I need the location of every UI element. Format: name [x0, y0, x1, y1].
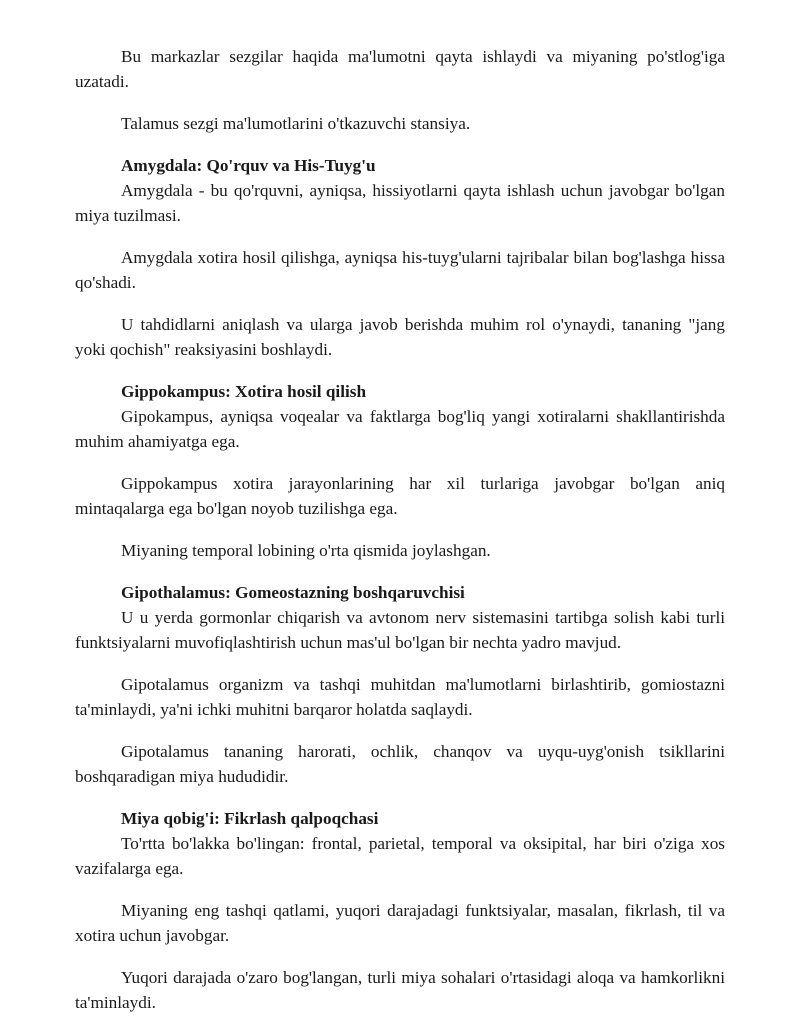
section-heading: Gipothalamus: Gomeostazning boshqaruvchisi	[121, 583, 465, 602]
section-heading: Amygdala: Qo'rquv va His-Tuyg'u	[121, 156, 376, 175]
document-page	[75, 44, 725, 1015]
paragraph: Yuqori darajada o'zaro bog'langan, turli miya sohalari o'rtasidagi aloqa va hamkorlikni ta'minlaydi.	[75, 968, 725, 1012]
paragraph: Amygdala - bu qo'rquvni, ayniqsa, hissiyotlarni qayta ishlash uchun javobgar bo'lgan miya tuzilmasi.	[75, 181, 725, 225]
paragraph: Amygdala xotira hosil qilishga, ayniqsa his-tuyg'ularni tajribalar bilan bog'lashga hissa qo'shadi.	[75, 248, 725, 292]
paragraph: Miyaning temporal lobining o'rta qismida joylashgan.	[121, 541, 491, 560]
paragraph: Miyaning eng tashqi qatlami, yuqori darajadagi funktsiyalar, masalan, fikrlash, til va xotira uchun javobgar.	[75, 901, 725, 945]
paragraph: Bu markazlar sezgilar haqida ma'lumotni qayta ishlaydi va miyaning po'stlog'iga uzatadi.	[75, 47, 725, 91]
paragraph: U tahdidlarni aniqlash va ularga javob berishda muhim rol o'ynaydi, tananing "jang yoki qochish" reaksiyasini boshlaydi.	[75, 315, 725, 359]
paragraph: Gipotalamus organizm va tashqi muhitdan ma'lumotlarni birlashtirib, gomiostazni ta'minlaydi, ya'ni ichki muhitni barqaror holatda saqlaydi.	[75, 675, 725, 719]
paragraph: Gipokampus, ayniqsa voqealar va faktlarga bog'liq yangi xotiralarni shakllantirishda muhim ahamiyatga ega.	[75, 407, 725, 451]
paragraph: To'rtta bo'lakka bo'lingan: frontal, parietal, temporal va oksipital, har biri o'ziga xos vazifalarga ega.	[75, 834, 725, 878]
paragraph: Gippokampus xotira jarayonlarining har xil turlariga javobgar bo'lgan aniq mintaqalarga ega bo'lgan noyob tuzilishga ega.	[75, 474, 725, 518]
paragraph: Gipotalamus tananing harorati, ochlik, chanqov va uyqu-uyg'onish tsikllarini boshqaradigan miya hududidir.	[75, 742, 725, 786]
section-heading: Miya qobig'i: Fikrlash qalpoqchasi	[121, 809, 379, 828]
section-heading: Gippokampus: Xotira hosil qilish	[121, 382, 366, 401]
paragraph: U u yerda gormonlar chiqarish va avtonom nerv sistemasini tartibga solish kabi turli funktsiyalarni muvofiqlashtirish uchun mas'ul bo'lgan bir nechta yadro mavjud.	[75, 608, 725, 652]
paragraph: Talamus sezgi ma'lumotlarini o'tkazuvchi stansiya.	[121, 114, 471, 133]
